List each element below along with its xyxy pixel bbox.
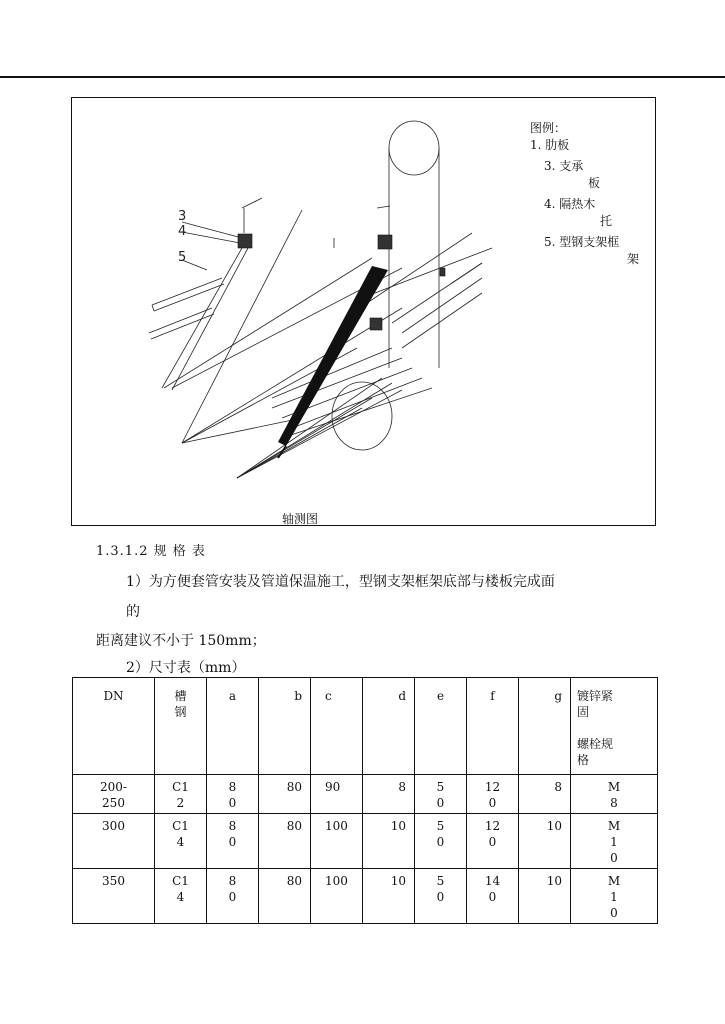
table-cell: 10 xyxy=(519,869,571,924)
table-cell: 10 xyxy=(363,814,415,869)
table-row xyxy=(73,814,658,869)
table-cell: 200- 250 xyxy=(73,775,155,814)
legend-title: 图例： xyxy=(530,121,567,135)
small-marker xyxy=(440,268,445,276)
table-cell: M 1 0 xyxy=(571,869,658,924)
legend-item-1-line1: 1. 肋板 xyxy=(530,138,570,152)
top-rule xyxy=(0,76,725,78)
pipe-top-ellipse xyxy=(389,121,439,175)
callout-4: 4 xyxy=(178,224,187,239)
table-cell: 12 0 xyxy=(467,775,519,814)
table-cell: 5 0 xyxy=(415,814,467,869)
table-cell: 90 xyxy=(311,775,363,814)
axonometric-figure xyxy=(71,97,656,526)
figure-caption: 轴测图 xyxy=(282,512,319,526)
table-cell: 80 xyxy=(259,775,311,814)
paragraph-2: 2）尺寸表（mm） xyxy=(126,660,246,676)
support-block-left xyxy=(238,234,252,248)
header-e: e xyxy=(415,678,467,775)
legend-item-4 xyxy=(544,196,612,230)
legend-item-4-line1: 4. 隔热木 xyxy=(544,197,596,211)
header-channel: 槽 钢 xyxy=(155,678,207,775)
table-header-row xyxy=(73,678,658,775)
dimension-table xyxy=(72,677,658,924)
legend-item-5-line1: 5. 型钢支架框 xyxy=(544,235,620,249)
table-cell: 8 0 xyxy=(207,869,259,924)
header-c: c xyxy=(311,678,363,775)
legend-item-5-line2: 架 xyxy=(626,252,639,266)
table-cell: 8 0 xyxy=(207,775,259,814)
table-cell: 100 xyxy=(311,814,363,869)
paragraph-1-line-1: 1）为方便套管安装及管道保温施工，型钢支架框架底部与楼板完成面 xyxy=(126,574,555,590)
support-block-lower xyxy=(370,318,382,330)
table-row xyxy=(73,775,658,814)
header-b: b xyxy=(259,678,311,775)
legend-item-3-line1: 3. 支承 xyxy=(544,159,584,173)
table-cell: 80 xyxy=(259,814,311,869)
table-cell: M 1 0 xyxy=(571,814,658,869)
header-g: g xyxy=(519,678,571,775)
table-cell: 80 xyxy=(259,869,311,924)
table-cell: 5 0 xyxy=(415,775,467,814)
legend-item-3-line2: 板 xyxy=(587,176,600,190)
table-cell: 100 xyxy=(311,869,363,924)
table-cell: 5 0 xyxy=(415,869,467,924)
table-row xyxy=(73,869,658,924)
header-f: f xyxy=(467,678,519,775)
table-cell: C1 4 xyxy=(155,814,207,869)
table-cell: M 8 xyxy=(571,775,658,814)
legend-item-5 xyxy=(544,234,639,268)
table-cell: 300 xyxy=(73,814,155,869)
table-cell: 10 xyxy=(363,869,415,924)
support-block-right xyxy=(378,235,392,249)
table-cell: 12 0 xyxy=(467,814,519,869)
table-cell: 8 xyxy=(363,775,415,814)
header-a: a xyxy=(207,678,259,775)
header-bolt: 镀锌紧 固 螺栓规 格 xyxy=(571,678,658,775)
table-cell: 8 0 xyxy=(207,814,259,869)
table-cell: 10 xyxy=(519,814,571,869)
paragraph-1-line-2: 的 xyxy=(126,604,140,620)
callout-3: 3 xyxy=(178,209,187,224)
paragraph-1-line-3: 距离建议不小于 150mm； xyxy=(96,633,266,649)
callout-5: 5 xyxy=(178,250,187,265)
header-d: d xyxy=(363,678,415,775)
header-dn: DN xyxy=(73,678,155,775)
table-cell: C1 2 xyxy=(155,775,207,814)
table-cell: 350 xyxy=(73,869,155,924)
section-heading: 1.3.1.2 规 格 表 xyxy=(96,544,206,559)
table-cell: 14 0 xyxy=(467,869,519,924)
legend-item-4-line2: 托 xyxy=(599,214,612,228)
legend-item-1 xyxy=(530,137,569,154)
legend-item-3 xyxy=(544,158,600,192)
table-cell: 8 xyxy=(519,775,571,814)
table-cell: C1 4 xyxy=(155,869,207,924)
